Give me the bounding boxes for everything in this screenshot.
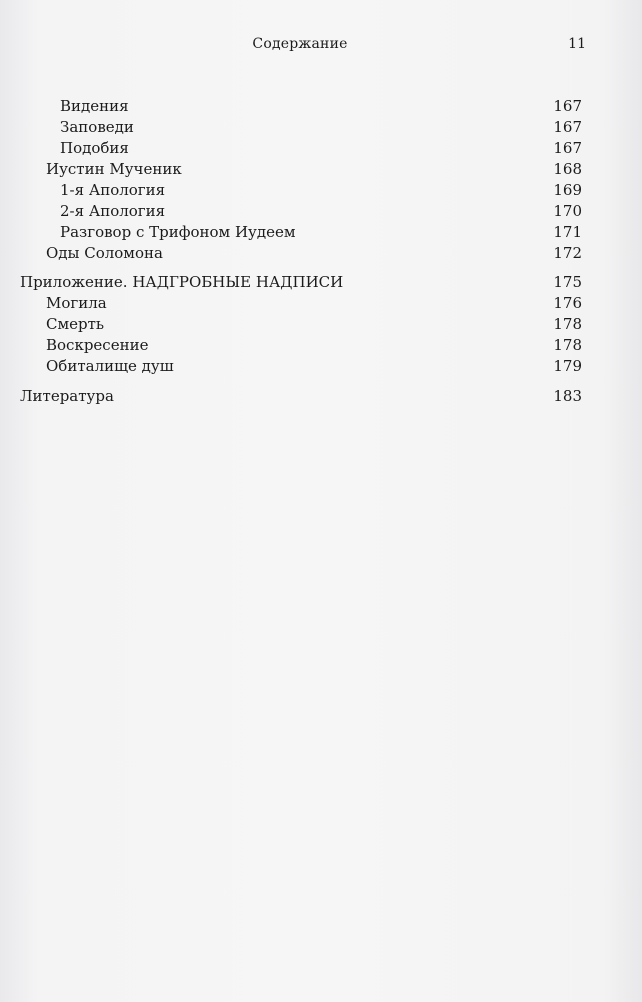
toc-entry-label: 1-я Апология [60,181,166,199]
toc-entry-label: 2-я Апология [60,202,166,220]
toc-entry-page: 178 [553,315,582,333]
toc-entry-page: 169 [553,181,582,199]
toc-entry-apology-2 [20,201,582,222]
toc-entry-page: 175 [553,273,582,291]
toc-entry-label: Литература [20,387,114,405]
toc-entry-page: 170 [553,202,582,220]
running-title: Содержание [252,36,348,52]
toc-entry-mogila [20,293,582,314]
toc-entry-ody-solomona [20,243,582,264]
toc-entry-page: 171 [553,223,582,241]
toc-entry-page: 167 [553,139,582,157]
toc-entry-page: 172 [553,244,582,262]
toc-entry-label: Подобия [60,139,129,157]
toc-entry-literatura [20,386,582,407]
toc-entry-iustin [20,159,582,180]
toc-entry-page: 176 [553,294,582,312]
toc-entry-label: Могила [46,294,107,312]
toc-entry-label: Заповеди [60,118,134,136]
toc-entry-podobiya [20,138,582,159]
toc-entry-label: Приложение. НАДГРОБНЫЕ НАДПИСИ [20,273,344,291]
toc-entry-page: 168 [553,160,582,178]
toc-entry-label: Иустин Мученик [46,160,182,178]
toc-entry-smert [20,314,582,335]
toc-entry-label: Обиталище душ [46,357,174,375]
toc-entry-page: 183 [553,387,582,405]
toc-entry-voskresenie [20,335,582,356]
toc-entry-page: 179 [553,357,582,375]
toc-entry-apology-1 [20,180,582,201]
running-head [0,36,642,58]
toc-entry-label: Воскресение [46,336,149,354]
toc-entry-label: Видения [60,97,129,115]
toc-entry-label: Оды Соломона [46,244,163,262]
toc-entry-videniya [20,96,582,117]
toc-entry-label: Смерть [46,315,105,333]
toc-entry-page: 167 [553,118,582,136]
toc-entry-page: 167 [553,97,582,115]
toc-entry-obitalishche [20,356,582,377]
page-number: 11 [568,36,586,52]
toc-entry-trypho [20,222,582,243]
toc-entry-zapovedi [20,117,582,138]
toc-entry-appendix [20,272,582,293]
table-of-contents [20,96,582,407]
toc-entry-label: Разговор с Трифоном Иудеем [60,223,296,241]
toc-entry-page: 178 [553,336,582,354]
